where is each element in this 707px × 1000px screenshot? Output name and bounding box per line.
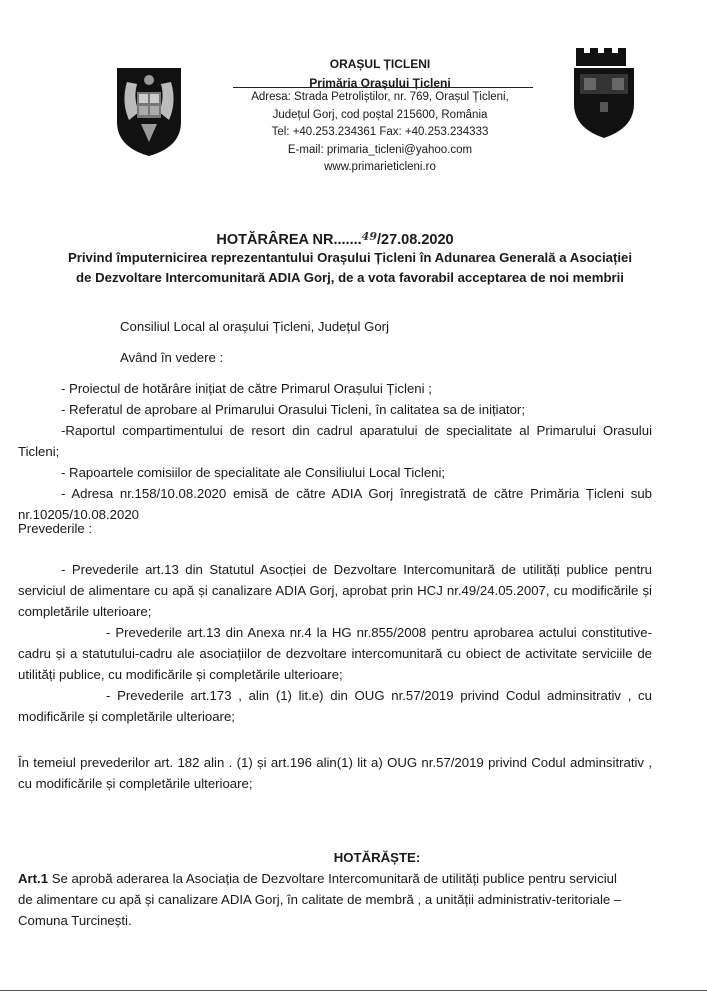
list-item: - Adresa nr.158/10.08.2020 emisă de către ADIA Gorj înregistrată de către Primăria Țicleni sub nr.10205/10.08.2020 <box>18 486 652 522</box>
legal-basis: În temeiul prevederilor art. 182 alin . (1) și art.196 alin(1) lit a) OUG nr.57/2019 privind Codul adminsitrativ , cu modificările și completările ulterioare; <box>18 755 652 791</box>
list-item: - Proiectul de hotărâre inițiat de către Primarul Orașului Țicleni ; <box>61 381 432 396</box>
list-item: -Raportul compartimentului de resort din cadrul aparatului de specialitate al Primarului Orasului Ticleni; <box>18 423 652 459</box>
decision-title: HOTĂRÂREA NR.......$^{49}$/27.08.2020 <box>216 230 454 248</box>
provisions-heading: Prevederile : <box>18 521 93 536</box>
list-item: - Referatul de aprobare al Primarului Orasului Ticleni, în calitatea sa de inițiator; <box>61 402 525 417</box>
article-1-label: Art.1 <box>18 871 49 886</box>
town-name: ORAȘUL ȚICLENI <box>329 57 431 71</box>
address-line-2: Județul Gorj, cod poștal 215600, România <box>272 108 488 121</box>
article-1 <box>18 868 628 931</box>
list-item: - Prevederile art.13 din Anexa nr.4 la HG nr.855/2008 pentru aprobarea actului constitutive-cadru și a statutului-cadru ale asociațiilor de dezvoltare intercomunitară cu obiect de activitate serviciile de utilități publice, cu modificările și completările ulterioare; <box>18 625 652 682</box>
list-item: - Prevederile art.13 din Statutul Asocției de Dezvoltare Intercomunitară de utilități publice pentru serviciul de alimentare cu apă și canalizare ADIA Gorj, aprobat prin HCJ nr.49/24.05.2007, cu modificările și completările ulterioare; <box>18 562 652 619</box>
page-bottom-edge <box>0 990 707 991</box>
romania-coat-of-arms-icon <box>113 62 185 157</box>
list-item: - Prevederile art.173 , alin (1) lit.e) din OUG nr.57/2019 privind Codul adminsitrativ , cu modificările și completările ulterioare; <box>18 688 652 724</box>
provisions-list <box>18 559 652 727</box>
council-line: Consiliul Local al orașului Țicleni, Județul Gorj <box>120 319 390 334</box>
letterhead-divider <box>233 87 533 88</box>
contact-block <box>230 89 530 177</box>
handwritten-number: 49 <box>361 230 377 243</box>
decision-subtitle: Privind împuternicirea reprezentantului Orașului Țicleni în Adunarea Generală a Asociației de Dezvoltare Intercomunitară ADIA Gorj, de a vota favorabil acceptarea de noi membrii <box>67 250 633 285</box>
address-line-1: Adresa: Strada Petroliștilor, nr. 769, Orașul Țicleni, <box>251 91 509 103</box>
article-1-text: Se aprobă aderarea la Asociația de Dezvoltare Intercomunitară de utilități publice pentru serviciul de alimentare cu apă și canalizare ADIA Gorj, în calitate de membră , a unității administrativ-teritoriale –Comuna Turcinești. <box>18 871 622 928</box>
ticleni-coat-of-arms-icon <box>568 44 640 139</box>
email: E-mail: primaria_ticleni@yahoo.com <box>287 143 473 156</box>
website: www.primarieticleni.ro <box>324 161 436 173</box>
decides-heading: HOTĂRĂȘTE: <box>333 850 421 865</box>
considering-heading: Având în vedere : <box>120 350 224 365</box>
considering-list <box>18 378 652 525</box>
institution-name: Primăria Orașului Țicleni <box>309 75 451 90</box>
phone-fax: Tel: +40.253.234361 Fax: +40.253.234333 <box>271 126 489 138</box>
list-item: - Rapoartele comisiilor de specialitate ale Consiliului Local Ticleni; <box>61 465 446 480</box>
